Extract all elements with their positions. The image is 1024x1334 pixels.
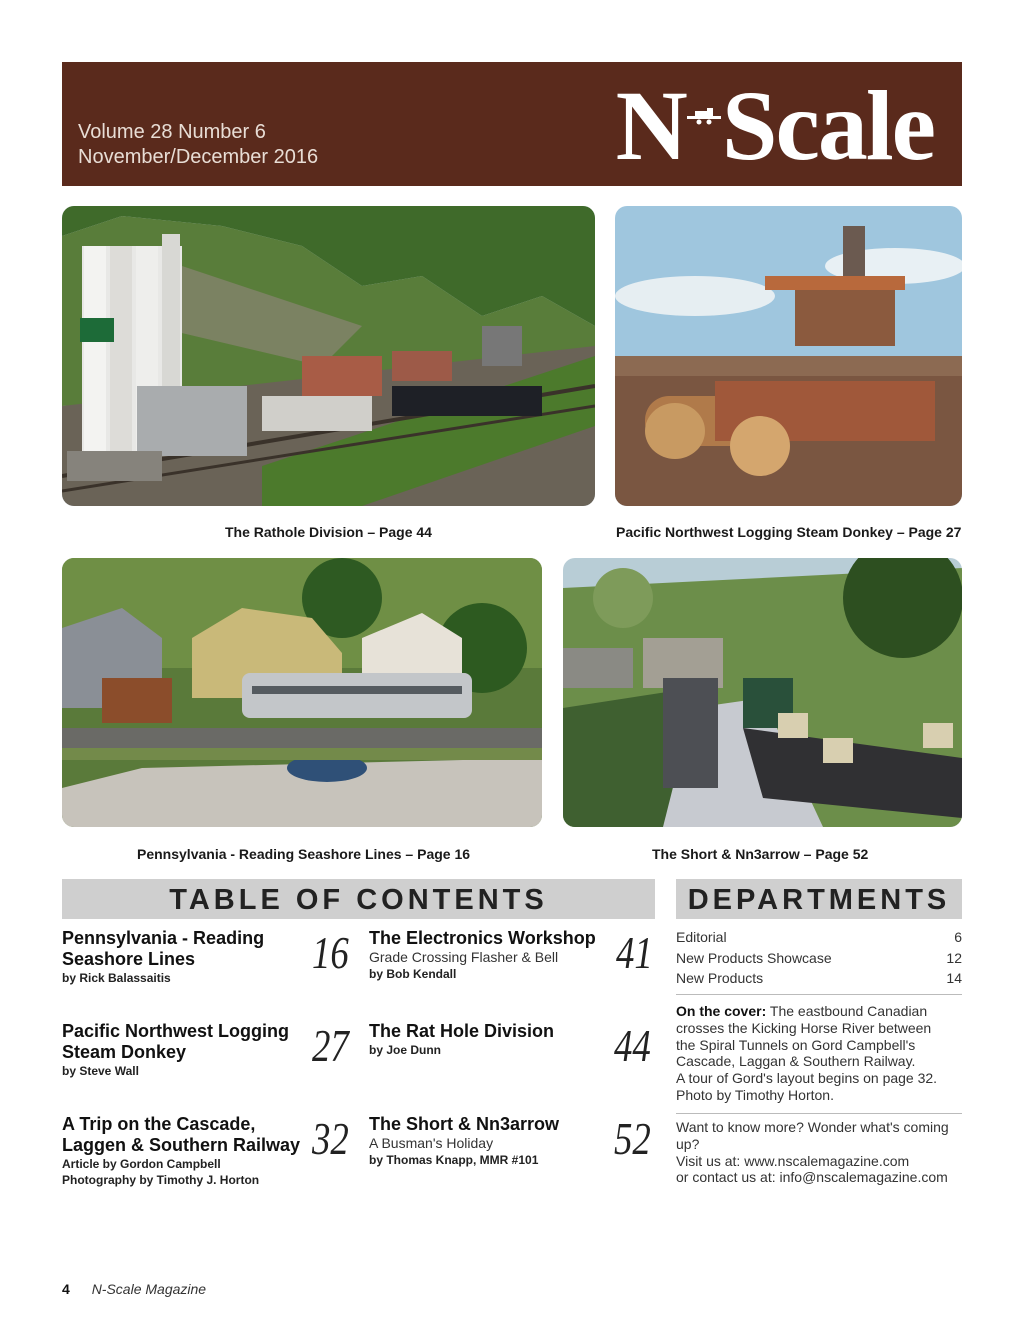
page-number: 4 [62,1281,70,1297]
cover-description [676,1003,966,1104]
toc-page-number: 27 [312,1020,349,1071]
photo-short-and-nn3arrow [563,558,962,827]
toc-entry[interactable] [369,928,609,982]
cover-text-line: the Spiral Tunnels on Gord Campbell's [676,1036,916,1053]
toc-entry-byline: by Rick Balassaitis [62,971,171,985]
toc-entry-byline: by Bob Kendall [369,967,457,981]
email-link[interactable]: or contact us at: info@nscalemagazine.com [676,1169,948,1186]
toc-entry-title: The Electronics Workshop [369,928,596,948]
toc-entry[interactable] [369,1021,609,1058]
toc-entry-byline: by Thomas Knapp, MMR #101 [369,1153,539,1167]
toc-entry-title: Seashore Lines [62,949,196,969]
toc-page-number: 44 [614,1020,651,1071]
departments-list [676,927,962,989]
photo-caption: Pacific Northwest Logging Steam Donkey – Page 27 [616,524,962,540]
logo-text-n: N [615,70,686,181]
photo-caption: The Rathole Division – Page 44 [225,524,432,540]
toc-entry-title: The Short & Nn3arrow [369,1114,560,1134]
toc-entry-title: Steam Donkey [62,1042,187,1062]
issue-info [78,120,318,170]
magazine-name: N-Scale Magazine [91,1281,207,1297]
website-link[interactable]: Visit us at: www.nscalemagazine.com [676,1152,910,1169]
department-page: 6 [954,929,962,945]
toc-entry[interactable] [62,1021,302,1079]
photo-caption: Pennsylvania - Reading Seashore Lines – Page 16 [137,846,471,862]
toc-entry-title: Pacific Northwest Logging [62,1021,290,1041]
toc-page-number: 52 [614,1113,651,1164]
photo-caption: The Short & Nn3arrow – Page 52 [652,846,869,862]
divider [676,1113,962,1114]
cover-text-line: A tour of Gord's layout begins on page 32. [676,1070,938,1087]
toc-entry-subtitle: Grade Crossing Flasher & Bell [369,949,559,965]
toc-heading: TABLE OF CONTENTS [62,879,655,919]
toc-entry[interactable] [62,1114,307,1188]
toc-entry-title: Pennsylvania - Reading [62,928,265,948]
n-scale-logo [615,70,934,181]
toc-entry-byline: by Joe Dunn [369,1043,442,1057]
cover-text-line: Photo by Timothy Horton. [676,1086,834,1103]
locomotive-icon [687,44,721,64]
department-item[interactable] [676,927,962,948]
photo-steam-donkey [615,206,962,506]
toc-entry-title: The Rat Hole Division [369,1021,555,1041]
masthead-banner [62,62,962,186]
contact-text-line: Want to know more? Wonder what's coming up? [676,1119,949,1152]
photo-rathole-division [62,206,595,506]
cover-label: On the cover: [676,1003,767,1019]
department-page: 14 [946,970,962,986]
issue-date: November/December 2016 [78,146,319,168]
photo-pennsylvania-reading [62,558,542,827]
toc-entry-title: A Trip on the Cascade, [62,1114,256,1134]
department-name: New Products Showcase [676,949,832,966]
department-page: 12 [946,949,962,966]
toc-page-number: 32 [312,1113,349,1164]
logo-text-scale: Scale [721,70,934,181]
volume-number: Volume 28 Number 6 [78,121,266,143]
cover-text-line: Cascade, Laggan & Southern Railway. [676,1053,916,1070]
toc-page-number: 41 [616,927,653,978]
toc-entry[interactable] [62,928,302,986]
department-item[interactable] [676,948,962,969]
toc-entry[interactable] [369,1114,609,1168]
toc-entry-subtitle: A Busman's Holiday [369,1135,494,1151]
department-item[interactable] [676,968,962,989]
page-footer [62,1281,206,1297]
cover-text-line: crosses the Kicking Horse River between [676,1019,932,1036]
toc-entry-byline: by Steve Wall [62,1064,139,1078]
divider [676,994,962,995]
department-name: New Products [676,970,764,986]
toc-entry-byline: Article by Gordon Campbell [62,1157,221,1171]
cover-text-line: The eastbound Canadian [769,1003,928,1019]
toc-page-number: 16 [312,927,349,978]
department-name: Editorial [676,929,727,945]
contact-info [676,1119,968,1186]
departments-heading: DEPARTMENTS [676,879,962,919]
toc-entry-byline: Photography by Timothy J. Horton [62,1173,260,1187]
toc-entry-title: Laggen & Southern Railway [62,1135,301,1155]
